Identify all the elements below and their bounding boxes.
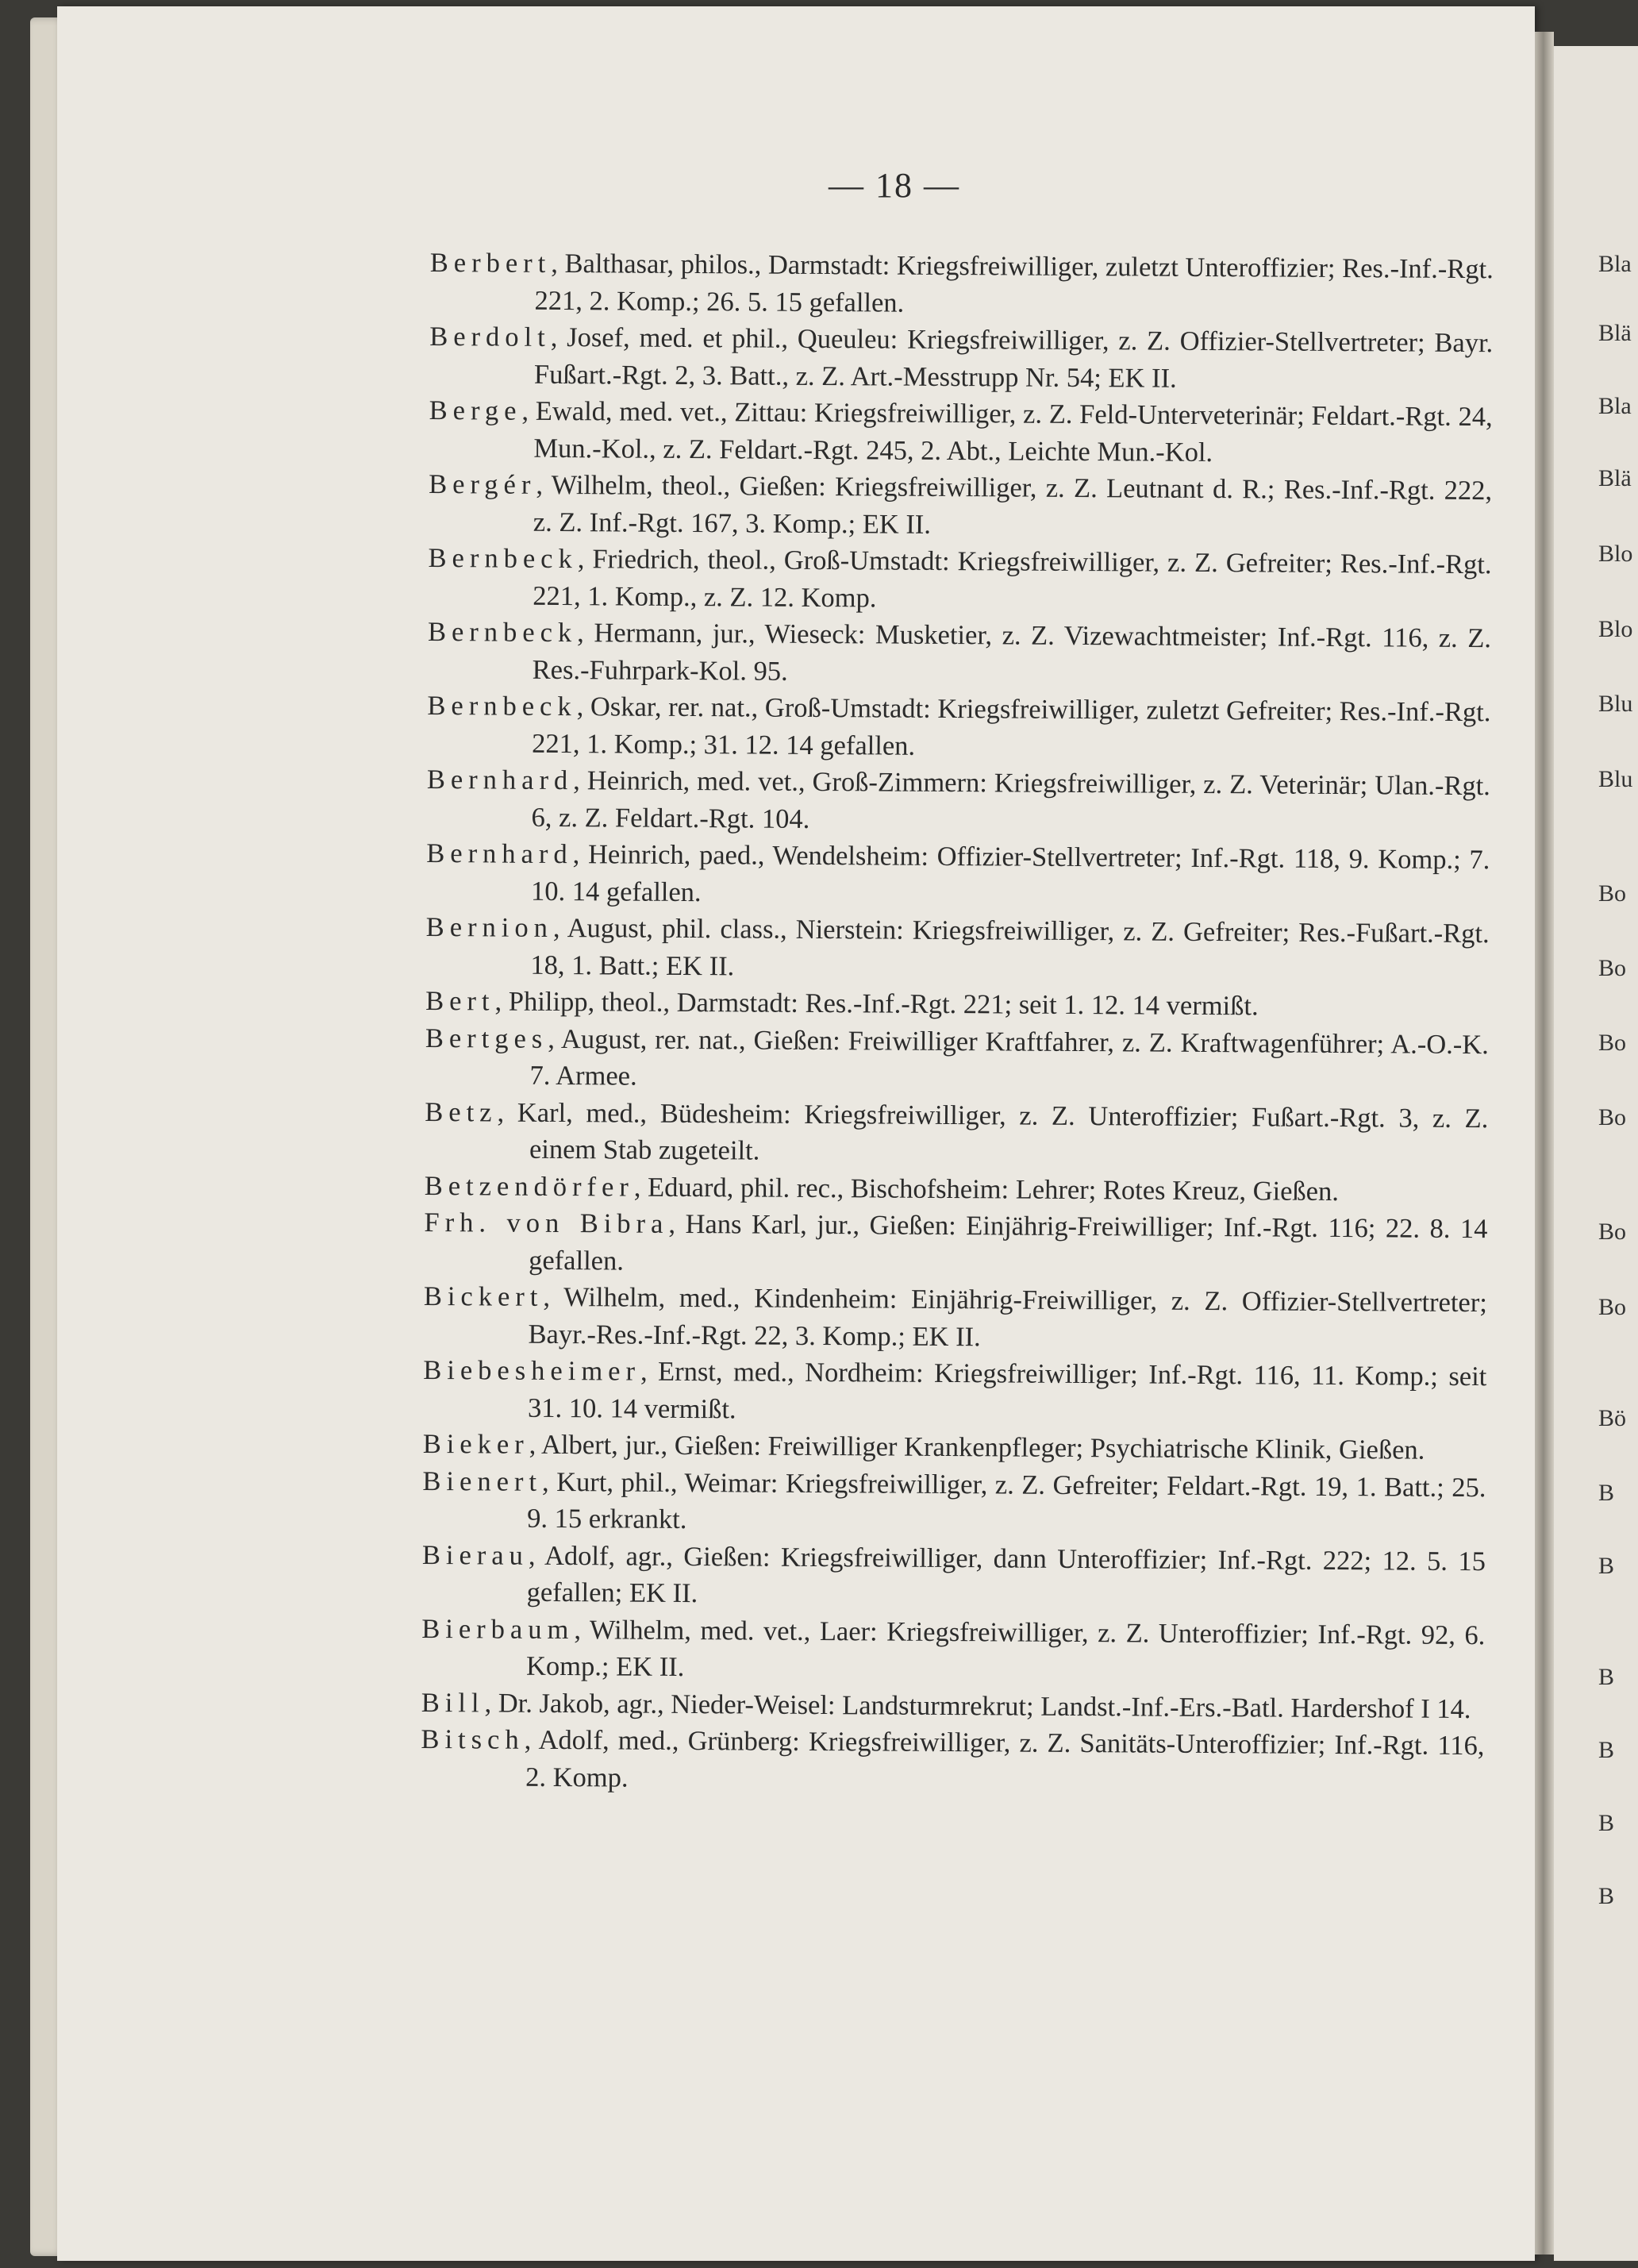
entry-name: Bernbeck [428,542,578,575]
list-item [429,318,1494,399]
list-item [421,1684,1485,1727]
next-page-fragment: B [1598,1664,1615,1690]
entry-text: , Philipp, theol., Darmstadt: Res.-Inf.-Rgt. 221; seit 1. 12. 14 vermißt. [494,986,1259,1022]
entry-name: Bienert [422,1465,543,1497]
list-item [427,687,1491,768]
next-page-fragment: Bo [1598,1030,1627,1056]
entry-list [421,245,1494,1801]
entry-name: Bickert [423,1280,544,1312]
next-page-fragment: Bla [1598,251,1632,277]
entry-text: , Ernst, med., Nordheim: Kriegsfreiwilliger; Inf.-Rgt. 116, 11. Komp.; seit 31. 10. 14 vermißt. [527,1356,1487,1424]
entry-text: , Heinrich, med. vet., Groß-Zimmern: Kriegsfreiwilliger, z. Z. Veterinär; Ulan.-Rgt. 6, z. Z. Feldart.-Rgt. 104. [531,765,1490,834]
entry-name: Bill [421,1687,485,1718]
next-page-fragment: Bo [1598,1104,1627,1130]
entry-text: , Josef, med. et phil., Queuleu: Kriegsfreiwilliger, z. Z. Offizier-Stellvertreter; Bayr. Fußart.-Rgt. 2, 3. Batt., z. Z. Art.-Messtrupp Nr. 54; EK II. [533,322,1494,394]
list-item [428,540,1492,620]
entry-name: Bernbeck [427,616,578,649]
entry-text: , Dr. Jakob, agr., Nieder-Weisel: Landsturmrekrut; Landst.-Inf.-Ers.-Batl. Hardershof I 14. [484,1687,1471,1724]
book-gutter [1535,32,1554,2255]
entry-text: , Wilhelm, theol., Gießen: Kriegsfreiwilliger, z. Z. Leutnant d. R.; Res.-Inf.-Rgt. 222, z. Z. Inf.-Rgt. 167, 3. Komp.; EK II. [533,469,1493,540]
list-item [426,835,1490,915]
list-item [423,1278,1487,1358]
entry-text: , Kurt, phil., Weimar: Kriegsfreiwilliger, z. Z. Gefreiter; Feldart.-Rgt. 19, 1. Batt.; 25. 9. 15 erkrankt. [527,1466,1486,1535]
next-page-fragment: Blu [1598,691,1633,717]
entry-text: , August, phil. class., Nierstein: Kriegsfreiwilliger, z. Z. Gefreiter; Res.-Fußart.-Rgt. 18, 1. Batt.; EK II. [530,912,1490,981]
next-page-fragment: B [1598,1883,1615,1909]
next-page-fragment: Bla [1598,393,1632,419]
next-page-fragment: B [1598,1810,1615,1836]
list-item [421,1721,1485,1801]
entry-name: Biebesheimer [423,1354,641,1387]
entry-text: , Hermann, jur., Wieseck: Musketier, z. Z. Vizewachtmeister; Inf.-Rgt. 116, z. Z. Res.-Fuhrpark-Kol. 95. [532,618,1492,687]
list-item [425,983,1489,1026]
next-page-fragment: Blä [1598,320,1632,346]
book-page [57,6,1535,2261]
next-page-fragment: Bo [1598,880,1627,907]
entry-text: , Wilhelm, med., Kindenheim: Einjährig-Freiwilliger, z. Z. Offizier-Stellvertreter; Bayr.-Res.-Inf.-Rgt. 22, 3. Komp.; EK II. [528,1281,1487,1352]
next-page-fragment: Blo [1598,616,1633,642]
list-item [425,1019,1489,1099]
entry-name: Frh. von Bibra [424,1207,669,1239]
list-item [426,761,1490,841]
entry-name: Bernbeck [427,690,577,722]
entry-text: , Balthasar, philos., Darmstadt: Kriegsfreiwilliger, zuletzt Unteroffizier; Res.-Inf.-Rgt. 221, 2. Komp.; 26. 5. 15 gefallen. [534,248,1494,318]
entry-name: Bernion [425,911,554,943]
list-item [429,245,1494,325]
entry-name: Bernhard [426,838,573,870]
next-page-fragment: Bö [1598,1405,1627,1431]
entry-name: Bierau [421,1539,529,1571]
next-page-fragment: Bo [1598,1294,1627,1320]
entry-text: , August, rer. nat., Gießen: Freiwilliger Kraftfahrer, z. Z. Kraftwagenführer; A.-O.-K. 7. Armee. [529,1023,1489,1092]
list-item [429,466,1493,546]
list-item [425,909,1490,989]
next-page-fragment: Bo [1598,1219,1627,1245]
entry-text: , Ewald, med. vet., Zittau: Kriegsfreiwilliger, z. Z. Feld-Unterveterinär; Feldart.-Rgt. 24, Mun.-Kol., z. Z. Feldart.-Rgt. 245, 2. Abt., Leichte Mun.-Kol. [521,395,1493,468]
entry-text: , Eduard, phil. rec., Bischofsheim: Lehrer; Rotes Kreuz, Gießen. [633,1172,1340,1207]
entry-text: , Albert, jur., Gießen: Freiwilliger Krankenpfleger; Psychiatrische Klinik, Gießen. [529,1429,1425,1465]
list-item [423,1352,1487,1432]
entry-text: , Adolf, agr., Gießen: Kriegsfreiwilliger, dann Unteroffizier; Inf.-Rgt. 222; 12. 5. 15 gefallen; EK II. [526,1540,1486,1609]
next-page-fragment: Blu [1598,766,1633,792]
entry-text: , Wilhelm, med. vet., Laer: Kriegsfreiwilliger, z. Z. Unteroffizier; Inf.-Rgt. 92, 6. Komp.; EK II. [525,1614,1486,1682]
next-page-fragment: Blä [1598,465,1632,491]
entry-name: Berbert [429,247,552,279]
entry-text: , Heinrich, paed., Wendelsheim: Offizier-Stellvertreter; Inf.-Rgt. 118, 9. Komp.; 7. 10. 14 gefallen. [530,839,1490,907]
list-item [425,1093,1489,1173]
entry-text: , Hans Karl, jur., Gießen: Einjährig-Freiwilliger; Inf.-Rgt. 116; 22. 8. 14 gefallen. [529,1208,1488,1276]
page-number: — 18 — [829,166,960,205]
entry-name: Bert [425,985,495,1017]
entry-name: Bertges [425,1022,548,1054]
next-page-edge [1554,46,1638,2261]
list-item [422,1462,1486,1542]
next-page-fragment: B [1598,1737,1615,1763]
next-page-fragment: B [1598,1553,1615,1579]
entry-text: , Friedrich, theol., Groß-Umstadt: Kriegsfreiwilliger, z. Z. Gefreiter; Res.-Inf.-Rgt. 221, 1. Komp., z. Z. 12. Komp. [533,544,1492,613]
entry-name: Bergér [429,468,536,500]
list-item [428,614,1492,694]
entry-text: , Oskar, rer. nat., Groß-Umstadt: Kriegsfreiwilliger, zuletzt Gefreiter; Res.-Inf.-Rgt. 221, 1. Komp.; 31. 12. 14 gefallen. [532,691,1491,761]
list-item [425,1167,1488,1211]
list-item [429,392,1493,472]
entry-name: Bernhard [426,764,574,796]
list-item [421,1610,1486,1690]
next-page-fragment: Bo [1598,955,1627,981]
entry-name: Betzendörfer [424,1170,634,1203]
entry-text: , Karl, med., Büdesheim: Kriegsfreiwilliger, z. Z. Unteroffizier; Fußart.-Rgt. 3, z. Z. einem Stab zugeteilt. [497,1097,1489,1166]
entry-name: Berdolt [429,321,551,352]
entry-name: Bitsch [421,1723,525,1755]
list-item [421,1536,1486,1616]
list-item [423,1426,1486,1469]
entry-text: , Adolf, med., Grünberg: Kriegsfreiwilliger, z. Z. Sanitäts-Unteroffizier; Inf.-Rgt. 116, 2. Komp. [524,1724,1485,1793]
entry-name: Betz [425,1096,498,1128]
next-page-fragment: B [1598,1480,1615,1506]
entry-name: Bierbaum [421,1613,575,1645]
entry-name: Bieker [422,1428,529,1460]
entry-name: Berge [429,395,522,426]
list-item [424,1204,1488,1284]
next-page-fragment: Blo [1598,541,1633,567]
